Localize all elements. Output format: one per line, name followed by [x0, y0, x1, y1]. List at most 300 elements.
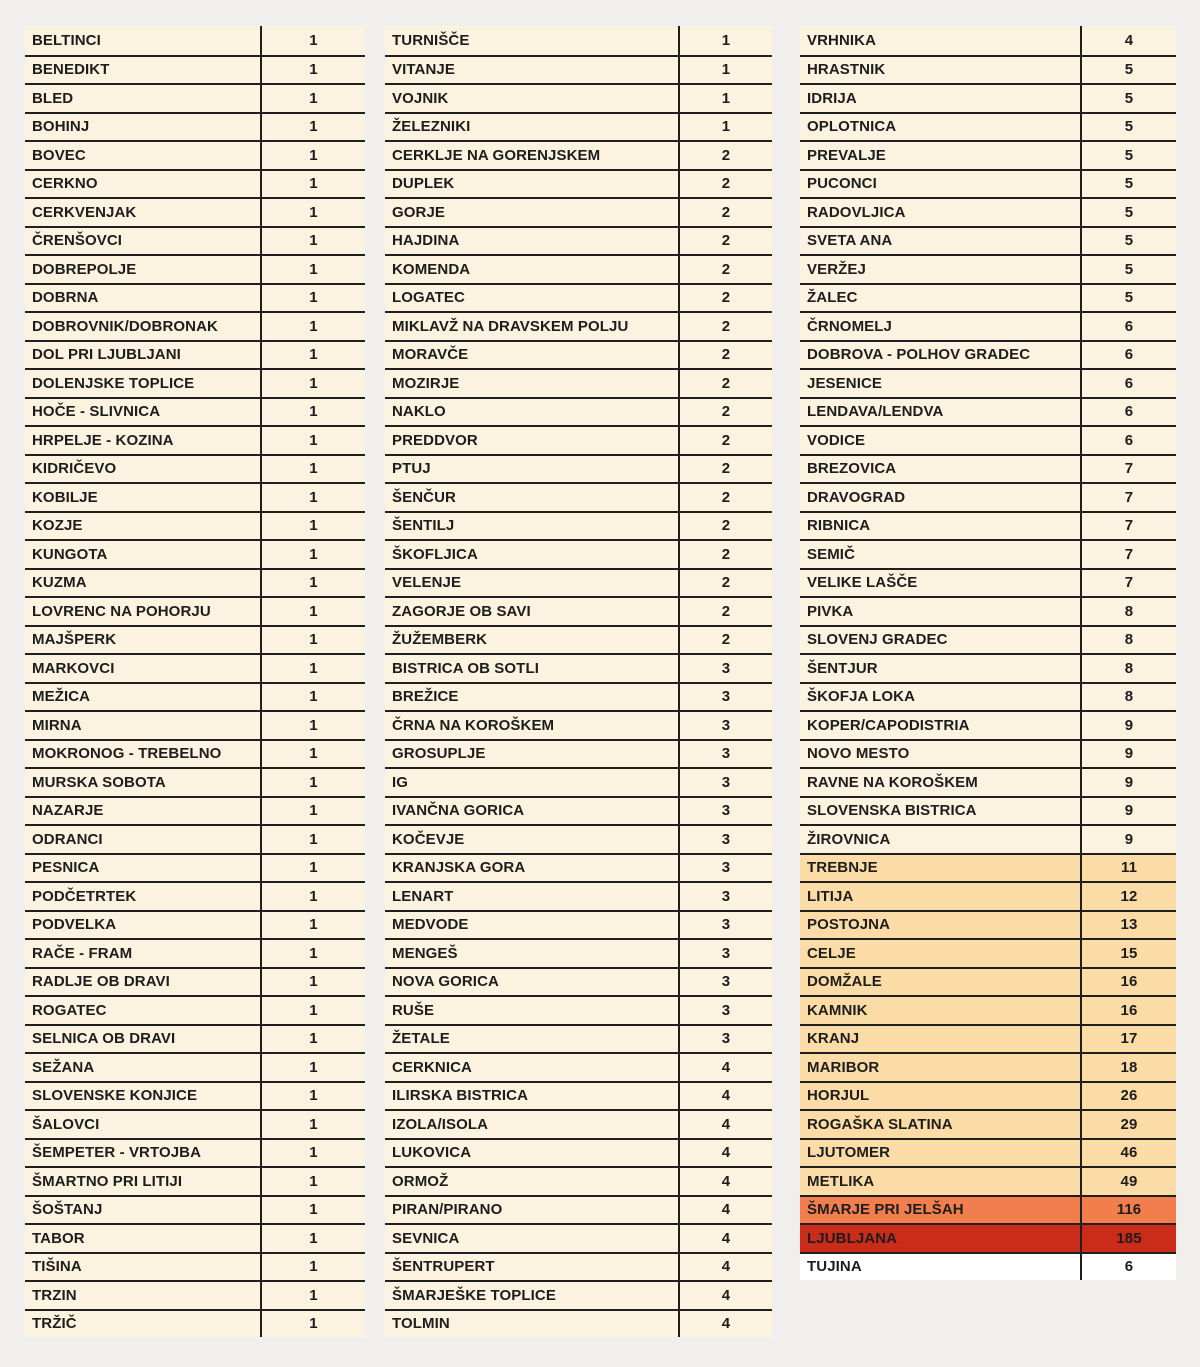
table-row	[800, 824, 1176, 853]
table-row	[25, 881, 365, 910]
municipality-name: DOLENJSKE TOPLICE	[25, 370, 262, 397]
municipality-value: 18	[1120, 1058, 1138, 1076]
table-row	[385, 568, 772, 597]
table-row	[800, 682, 1176, 711]
table-row	[25, 568, 365, 597]
table-row	[25, 767, 365, 796]
table-row	[800, 1166, 1176, 1195]
table-row	[800, 112, 1176, 141]
municipality-name: PIRAN/PIRANO	[385, 1197, 680, 1224]
table-row	[800, 1024, 1176, 1053]
municipality-name: IVANČNA GORICA	[385, 798, 680, 825]
municipality-name: KUZMA	[25, 570, 262, 597]
municipality-value: 1	[309, 1229, 318, 1247]
municipality-value: 16	[1120, 1001, 1138, 1019]
municipality-name: ŠKOFLJICA	[385, 541, 680, 568]
municipality-name: MENGEŠ	[385, 940, 680, 967]
municipality-value: 17	[1120, 1030, 1138, 1048]
municipality-value: 2	[721, 289, 731, 307]
table-row	[385, 1195, 772, 1224]
municipality-name: NOVO MESTO	[800, 741, 1082, 768]
municipality-value: 4	[1124, 31, 1134, 49]
table-row	[800, 1081, 1176, 1110]
municipality-value: 5	[1124, 175, 1134, 193]
table-row	[800, 425, 1176, 454]
municipality-value: 5	[1124, 260, 1134, 278]
table-row	[385, 511, 772, 540]
table-row	[25, 653, 365, 682]
table-row	[25, 1252, 365, 1281]
municipality-name: ŽETALE	[385, 1026, 680, 1053]
municipality-value: 6	[1124, 1258, 1134, 1276]
municipality-name: ILIRSKA BISTRICA	[385, 1083, 680, 1110]
table-row	[800, 995, 1176, 1024]
municipality-value: 8	[1124, 602, 1134, 620]
table-row	[385, 1223, 772, 1252]
table-row	[25, 1138, 365, 1167]
municipality-value: 1	[309, 1172, 318, 1190]
table-row	[800, 1195, 1176, 1224]
table-row	[385, 1166, 772, 1195]
municipality-name: KAMNIK	[800, 997, 1082, 1024]
municipality-name: DOL PRI LJUBLJANI	[25, 342, 262, 369]
municipality-name: HRASTNIK	[800, 57, 1082, 84]
municipality-value: 1	[309, 374, 318, 392]
table-row	[25, 1081, 365, 1110]
table-row	[385, 824, 772, 853]
table-row	[385, 910, 772, 939]
municipality-value: 1	[309, 289, 318, 307]
municipality-value: 4	[721, 1258, 731, 1276]
table-row	[800, 197, 1176, 226]
municipality-name: ŠENTJUR	[800, 655, 1082, 682]
municipality-name: ŠMARTNO PRI LITIJI	[25, 1168, 262, 1195]
municipality-name: BOHINJ	[25, 114, 262, 141]
municipality-value: 4	[721, 1144, 731, 1162]
municipality-value: 3	[721, 1001, 731, 1019]
municipality-value: 2	[721, 545, 731, 563]
municipality-name: DOBROVA - POLHOV GRADEC	[800, 342, 1082, 369]
municipality-value: 1	[309, 61, 318, 79]
table-row	[385, 881, 772, 910]
municipality-name: TURNIŠČE	[385, 26, 680, 55]
municipality-name: ROGATEC	[25, 997, 262, 1024]
municipality-value: 6	[1124, 317, 1134, 335]
municipality-name: MORAVČE	[385, 342, 680, 369]
table-row	[385, 283, 772, 312]
table-row	[385, 226, 772, 255]
municipality-name: SLOVENJ GRADEC	[800, 627, 1082, 654]
municipality-name: TIŠINA	[25, 1254, 262, 1281]
municipality-value: 16	[1120, 973, 1138, 991]
municipality-name: SLOVENSKE KONJICE	[25, 1083, 262, 1110]
municipality-name: HAJDINA	[385, 228, 680, 255]
table-row	[25, 1223, 365, 1252]
municipality-name: BOVEC	[25, 142, 262, 169]
table-row	[385, 26, 772, 55]
municipality-value: 1	[309, 31, 318, 49]
municipality-name: NOVA GORICA	[385, 969, 680, 996]
municipality-value: 1	[721, 118, 731, 136]
municipality-name: ČRNA NA KOROŠKEM	[385, 712, 680, 739]
municipality-name: HOČE - SLIVNICA	[25, 399, 262, 426]
municipality-value: 9	[1124, 773, 1134, 791]
municipality-value: 5	[1124, 61, 1134, 79]
municipality-value: 185	[1116, 1229, 1142, 1247]
municipality-name: ŠEMPETER - VRTOJBA	[25, 1140, 262, 1167]
municipality-value: 5	[1124, 146, 1134, 164]
municipality-name: MARIBOR	[800, 1054, 1082, 1081]
municipality-name: TUJINA	[800, 1254, 1082, 1281]
municipality-name: ŽALEC	[800, 285, 1082, 312]
municipality-value: 7	[1124, 517, 1134, 535]
table-row	[25, 824, 365, 853]
municipality-name: DUPLEK	[385, 171, 680, 198]
table-row	[385, 368, 772, 397]
table-row	[800, 26, 1176, 55]
municipality-value: 12	[1120, 887, 1138, 905]
municipality-value: 1	[309, 1315, 318, 1333]
municipality-name: MIRNA	[25, 712, 262, 739]
municipality-value: 5	[1124, 89, 1134, 107]
municipality-name: BREZOVICA	[800, 456, 1082, 483]
municipality-name: HORJUL	[800, 1083, 1082, 1110]
municipality-name: TOLMIN	[385, 1311, 680, 1338]
table-row	[800, 169, 1176, 198]
municipality-value: 3	[721, 716, 731, 734]
table-row	[385, 767, 772, 796]
table-row	[385, 739, 772, 768]
table-row	[25, 368, 365, 397]
municipality-value: 13	[1120, 916, 1138, 934]
municipality-value: 9	[1124, 745, 1134, 763]
municipality-name: LJUBLJANA	[800, 1225, 1082, 1252]
table-row	[385, 454, 772, 483]
municipality-name: PREDDVOR	[385, 427, 680, 454]
table-row	[25, 511, 365, 540]
municipality-name: OPLOTNICA	[800, 114, 1082, 141]
municipality-value: 1	[309, 118, 318, 136]
table-row	[25, 1309, 365, 1338]
table-row	[25, 1166, 365, 1195]
table-row	[25, 1024, 365, 1053]
municipality-value: 1	[309, 1144, 318, 1162]
municipality-name: MAJŠPERK	[25, 627, 262, 654]
municipality-value: 1	[309, 688, 318, 706]
municipality-value: 1	[309, 1058, 318, 1076]
municipality-name: GORJE	[385, 199, 680, 226]
table-row	[800, 397, 1176, 426]
table-row	[385, 710, 772, 739]
municipality-name: KOBILJE	[25, 484, 262, 511]
municipality-name: PODVELKA	[25, 912, 262, 939]
municipality-value: 11	[1120, 859, 1138, 877]
table-row	[385, 197, 772, 226]
municipality-value: 3	[721, 773, 731, 791]
municipality-value: 1	[309, 916, 318, 934]
municipality-value: 5	[1124, 118, 1134, 136]
municipality-name: PESNICA	[25, 855, 262, 882]
municipality-value: 1	[309, 175, 318, 193]
municipality-name: TABOR	[25, 1225, 262, 1252]
municipality-value: 4	[721, 1172, 731, 1190]
table-row	[385, 1024, 772, 1053]
municipality-value: 1	[309, 574, 318, 592]
table-row	[25, 596, 365, 625]
municipality-value: 1	[309, 146, 318, 164]
table-row	[385, 682, 772, 711]
table-row	[385, 1280, 772, 1309]
municipality-value: 4	[721, 1058, 731, 1076]
table-row	[25, 340, 365, 369]
municipality-value: 2	[721, 431, 731, 449]
municipality-name: IG	[385, 769, 680, 796]
table-row	[25, 169, 365, 198]
table-row	[385, 796, 772, 825]
table-row	[25, 739, 365, 768]
municipality-name: ŠENČUR	[385, 484, 680, 511]
table-row	[800, 1252, 1176, 1281]
municipality-name: BLED	[25, 85, 262, 112]
table-row	[385, 425, 772, 454]
municipality-value: 1	[309, 631, 318, 649]
table-row	[25, 539, 365, 568]
municipality-name: KOPER/CAPODISTRIA	[800, 712, 1082, 739]
municipality-name: METLIKA	[800, 1168, 1082, 1195]
municipality-name: VELIKE LAŠČE	[800, 570, 1082, 597]
municipality-value: 1	[309, 517, 318, 535]
table-row	[800, 83, 1176, 112]
municipality-value: 4	[721, 1315, 731, 1333]
municipality-value: 2	[721, 374, 731, 392]
municipality-name: LUKOVICA	[385, 1140, 680, 1167]
table-row	[385, 254, 772, 283]
table-row	[385, 1252, 772, 1281]
table-row	[385, 140, 772, 169]
table-row	[800, 568, 1176, 597]
municipality-name: DOBRNA	[25, 285, 262, 312]
table-row	[800, 254, 1176, 283]
table-row	[800, 938, 1176, 967]
table-row	[385, 625, 772, 654]
municipality-name: MOZIRJE	[385, 370, 680, 397]
table-row	[25, 26, 365, 55]
municipality-value: 1	[309, 944, 318, 962]
municipality-name: LOGATEC	[385, 285, 680, 312]
table-row	[385, 482, 772, 511]
municipality-name: SLOVENSKA BISTRICA	[800, 798, 1082, 825]
municipality-name: KRANJSKA GORA	[385, 855, 680, 882]
municipality-value: 2	[721, 146, 731, 164]
municipality-name: PIVKA	[800, 598, 1082, 625]
municipality-name: VELENJE	[385, 570, 680, 597]
municipality-name: ŠMARJE PRI JELŠAH	[800, 1197, 1082, 1224]
table-row	[25, 140, 365, 169]
table-row	[25, 311, 365, 340]
table-row	[25, 454, 365, 483]
table-row	[25, 425, 365, 454]
table-row	[800, 710, 1176, 739]
municipality-value: 1	[309, 659, 318, 677]
municipality-name: KOZJE	[25, 513, 262, 540]
municipality-value: 1	[309, 545, 318, 563]
municipality-name: VITANJE	[385, 57, 680, 84]
table-row	[800, 140, 1176, 169]
table-row	[800, 853, 1176, 882]
municipality-value: 3	[721, 887, 731, 905]
municipality-value: 1	[309, 745, 318, 763]
table-row	[385, 55, 772, 84]
municipality-name: PREVALJE	[800, 142, 1082, 169]
municipality-name: IZOLA/ISOLA	[385, 1111, 680, 1138]
table-row	[800, 1138, 1176, 1167]
municipality-table-column-1	[25, 26, 365, 1337]
municipality-name: ŽELEZNIKI	[385, 114, 680, 141]
municipality-name: ODRANCI	[25, 826, 262, 853]
table-row	[800, 625, 1176, 654]
table-row	[385, 539, 772, 568]
municipality-value: 4	[721, 1229, 731, 1247]
municipality-name: ROGAŠKA SLATINA	[800, 1111, 1082, 1138]
table-row	[385, 938, 772, 967]
municipality-value: 1	[309, 602, 318, 620]
municipality-value: 1	[309, 346, 318, 364]
municipality-value: 1	[309, 973, 318, 991]
table-row	[800, 1109, 1176, 1138]
municipality-name: SEVNICA	[385, 1225, 680, 1252]
municipality-name: VERŽEJ	[800, 256, 1082, 283]
table-row	[385, 1052, 772, 1081]
municipality-name: ŠOŠTANJ	[25, 1197, 262, 1224]
municipality-value: 6	[1124, 431, 1134, 449]
municipality-value: 1	[721, 89, 731, 107]
table-row	[25, 283, 365, 312]
municipality-name: PTUJ	[385, 456, 680, 483]
municipality-value: 1	[309, 773, 318, 791]
municipality-value: 1	[309, 802, 318, 820]
table-row	[25, 55, 365, 84]
table-row	[800, 340, 1176, 369]
municipality-value: 4	[721, 1087, 731, 1105]
municipality-name: IDRIJA	[800, 85, 1082, 112]
municipality-value: 4	[721, 1115, 731, 1133]
municipality-name: CELJE	[800, 940, 1082, 967]
municipality-name: ŠALOVCI	[25, 1111, 262, 1138]
table-row	[25, 1280, 365, 1309]
municipality-name: GROSUPLJE	[385, 741, 680, 768]
municipality-value: 1	[309, 260, 318, 278]
municipality-value: 46	[1120, 1144, 1138, 1162]
table-row	[800, 1223, 1176, 1252]
table-row	[385, 853, 772, 882]
municipality-name: MEDVODE	[385, 912, 680, 939]
table-row	[385, 83, 772, 112]
municipality-name: ŠMARJEŠKE TOPLICE	[385, 1282, 680, 1309]
table-row	[25, 397, 365, 426]
municipality-name: BENEDIKT	[25, 57, 262, 84]
municipality-name: MOKRONOG - TREBELNO	[25, 741, 262, 768]
table-row	[800, 454, 1176, 483]
municipality-name: SVETA ANA	[800, 228, 1082, 255]
table-row	[25, 83, 365, 112]
municipality-name: BREŽICE	[385, 684, 680, 711]
table-row	[800, 368, 1176, 397]
municipality-value: 4	[721, 1286, 731, 1304]
municipality-name: SELNICA OB DRAVI	[25, 1026, 262, 1053]
municipality-name: DRAVOGRAD	[800, 484, 1082, 511]
municipality-name: PODČETRTEK	[25, 883, 262, 910]
table-row	[385, 1081, 772, 1110]
municipality-value: 1	[309, 1201, 318, 1219]
municipality-value: 2	[721, 631, 731, 649]
municipality-name: TRŽIČ	[25, 1311, 262, 1338]
table-row	[800, 283, 1176, 312]
municipality-name: RAČE - FRAM	[25, 940, 262, 967]
municipality-value: 3	[721, 916, 731, 934]
municipality-name: RAVNE NA KOROŠKEM	[800, 769, 1082, 796]
municipality-name: KUNGOTA	[25, 541, 262, 568]
municipality-value: 1	[309, 1258, 318, 1276]
municipality-value: 2	[721, 460, 731, 478]
municipality-value: 2	[721, 488, 731, 506]
table-row	[25, 995, 365, 1024]
municipality-name: LITIJA	[800, 883, 1082, 910]
municipality-table-column-3	[800, 26, 1176, 1280]
table-row	[385, 995, 772, 1024]
table-row	[385, 397, 772, 426]
municipality-name: VODICE	[800, 427, 1082, 454]
municipality-name: MURSKA SOBOTA	[25, 769, 262, 796]
municipality-value: 1	[309, 859, 318, 877]
table-row	[800, 596, 1176, 625]
municipality-value: 3	[721, 973, 731, 991]
municipality-value: 1	[309, 317, 318, 335]
municipality-value: 5	[1124, 203, 1134, 221]
municipality-name: RIBNICA	[800, 513, 1082, 540]
municipality-name: PUCONCI	[800, 171, 1082, 198]
table-row	[385, 169, 772, 198]
table-row	[25, 967, 365, 996]
municipality-value: 2	[721, 260, 731, 278]
municipality-value: 3	[721, 802, 731, 820]
municipality-value: 1	[309, 1115, 318, 1133]
municipality-name: ČRNOMELJ	[800, 313, 1082, 340]
table-row	[800, 910, 1176, 939]
table-row	[385, 112, 772, 141]
municipality-value: 29	[1120, 1115, 1138, 1133]
municipality-value: 1	[309, 887, 318, 905]
municipality-name: POSTOJNA	[800, 912, 1082, 939]
municipality-value: 2	[721, 574, 731, 592]
table-row	[800, 1052, 1176, 1081]
table-row	[385, 1109, 772, 1138]
table-row	[385, 340, 772, 369]
municipality-name: CERKVENJAK	[25, 199, 262, 226]
municipality-value: 15	[1120, 944, 1138, 962]
table-row	[25, 796, 365, 825]
municipality-name: RADOVLJICA	[800, 199, 1082, 226]
municipality-value: 8	[1124, 631, 1134, 649]
municipality-value: 49	[1120, 1172, 1138, 1190]
municipality-value: 1	[309, 89, 318, 107]
municipality-value: 3	[721, 944, 731, 962]
municipality-name: KOMENDA	[385, 256, 680, 283]
municipality-name: RUŠE	[385, 997, 680, 1024]
municipality-name: BISTRICA OB SOTLI	[385, 655, 680, 682]
municipality-value: 3	[721, 745, 731, 763]
municipality-name: CERKNO	[25, 171, 262, 198]
municipality-value: 2	[721, 317, 731, 335]
